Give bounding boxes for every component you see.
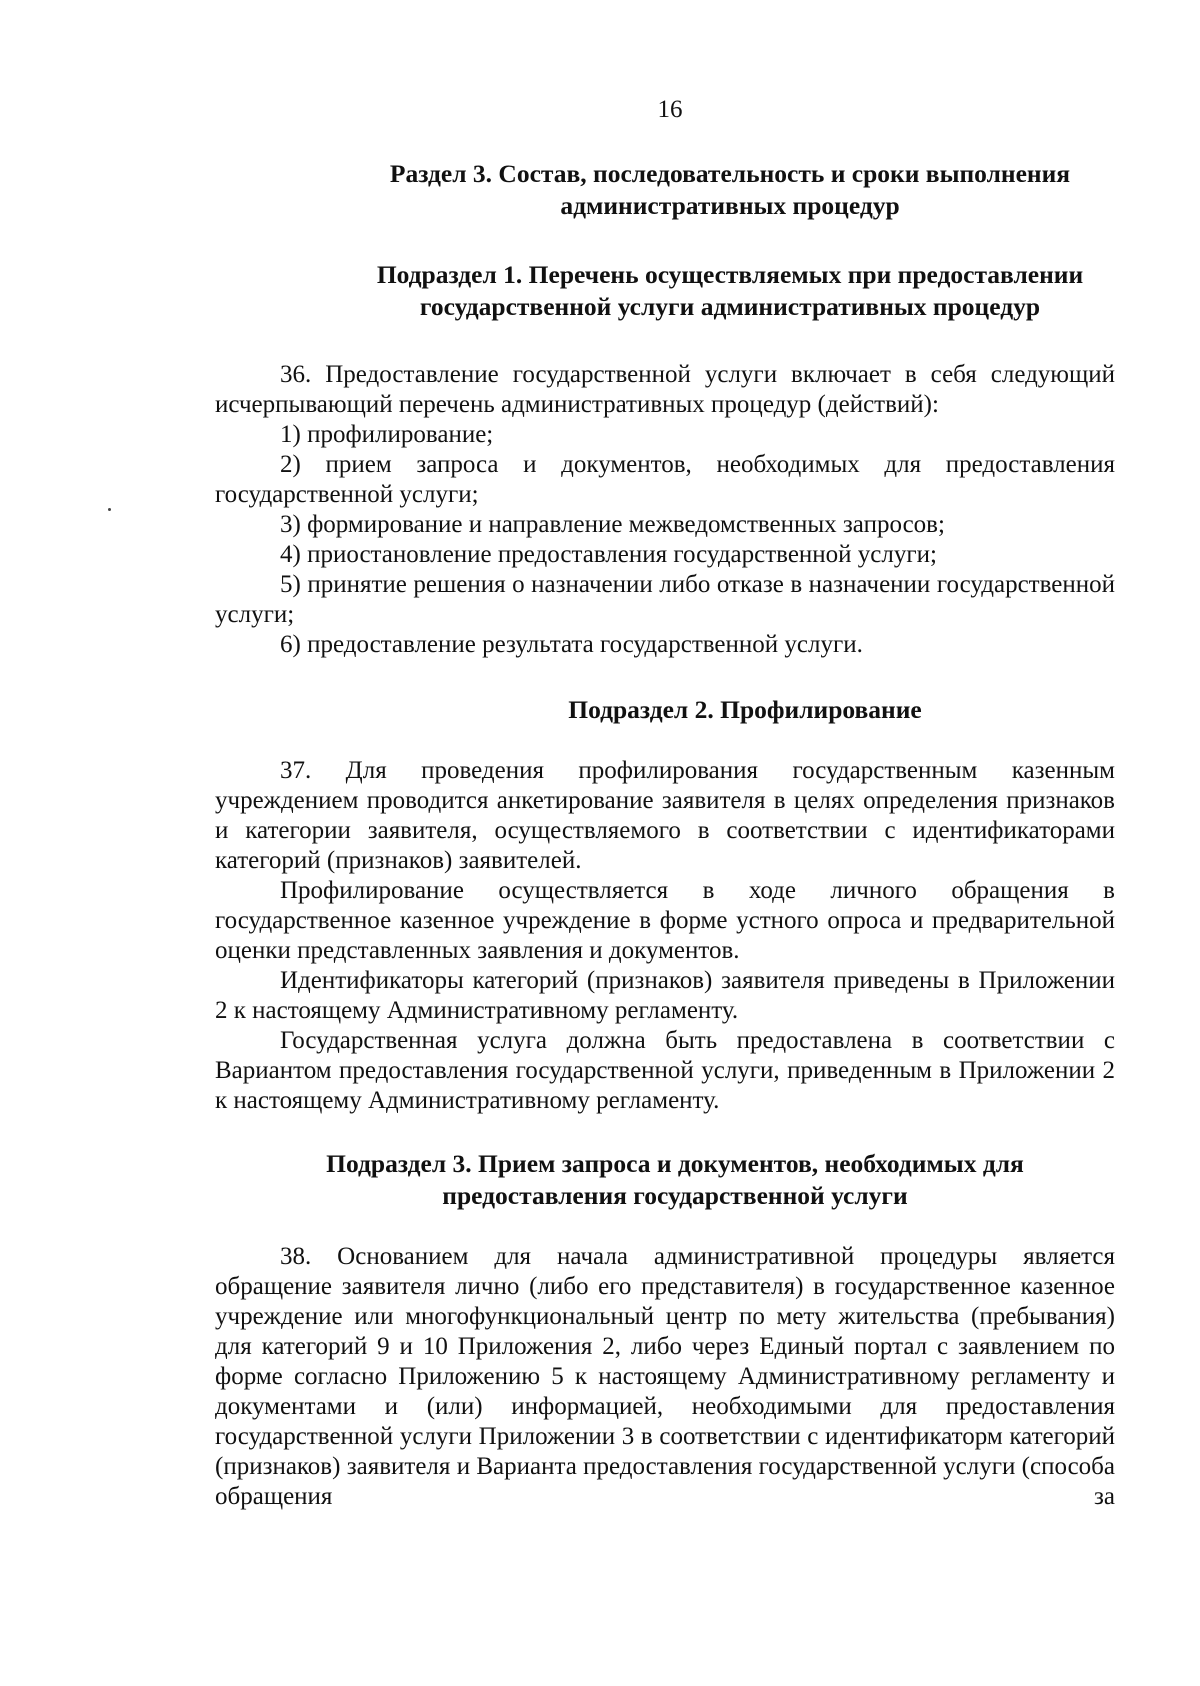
subsection-1-title: Подраздел 1. Перечень осуществляемых при предоставлении государственной услуги административных процедур <box>376 260 1084 321</box>
page-number: 16 <box>657 96 683 123</box>
list-item-2: 2) прием запроса и документов, необходимых для предоставления государственной услуги; <box>215 451 1115 508</box>
list-item-1: 1) профилирование; <box>280 421 494 448</box>
scan-speck <box>108 508 111 511</box>
subsection-2-title: Подраздел 2. Профилирование <box>568 695 922 724</box>
subsection-3-title: Подраздел 3. Прием запроса и документов, необходимых для предоставления государственной услуги <box>326 1149 1024 1210</box>
paragraph-37: 37. Для проведения профилирования государственным казенным учреждением проводится анкетирование заявителя в целях определения признаков и категории заявителя, осуществляемого в соответствии с идентификаторами категорий (признаков) заявителей. <box>215 757 1115 874</box>
list-item-3: 3) формирование и направление межведомственных запросов; <box>280 511 945 538</box>
list-item-6: 6) предоставление результата государственной услуги. <box>280 631 863 658</box>
section-title: Раздел 3. Состав, последовательность и сроки выполнения административных процедур <box>389 159 1071 220</box>
paragraph-variant: Государственная услуга должна быть предоставлена в соответствии с Вариантом предоставления государственной услуги, приведенным в Приложении 2 к настоящему Административному регламенту. <box>215 1027 1115 1114</box>
paragraph-profiling: Профилирование осуществляется в ходе личного обращения в государственное казенное учреждение в форме устного опроса и предварительной оценки представленных заявления и документов. <box>215 877 1115 964</box>
list-item-4: 4) приостановление предоставления государственной услуги; <box>280 541 937 568</box>
paragraph-identifiers: Идентификаторы категорий (признаков) заявителя приведены в Приложении 2 к настоящему Административному регламенту. <box>215 967 1115 1024</box>
list-item-5: 5) принятие решения о назначении либо отказе в назначении государственной услуги; <box>215 571 1115 628</box>
paragraph-38: 38. Основанием для начала административной процедуры является обращение заявителя лично (либо его представителя) в государственное казенное учреждение или многофункциональный центр по мету жительства (пребывания) для категорий 9 и 10 Приложения 2, либо через Единый портал с заявлением по форме согласно Приложению 5 к настоящему Административному регламенту и документами и (или) информацией, необходимыми для предоставления государственной услуги Приложении 3 в соответствии с идентификаторм категорий (признаков) заявителя и Варианта предоставления государственной услуги (способа обращения за <box>215 1243 1115 1510</box>
page-content <box>215 158 1115 1512</box>
paragraph-36: 36. Предоставление государственной услуги включает в себя следующий исчерпывающий перечень административных процедур (действий): <box>215 361 1115 418</box>
